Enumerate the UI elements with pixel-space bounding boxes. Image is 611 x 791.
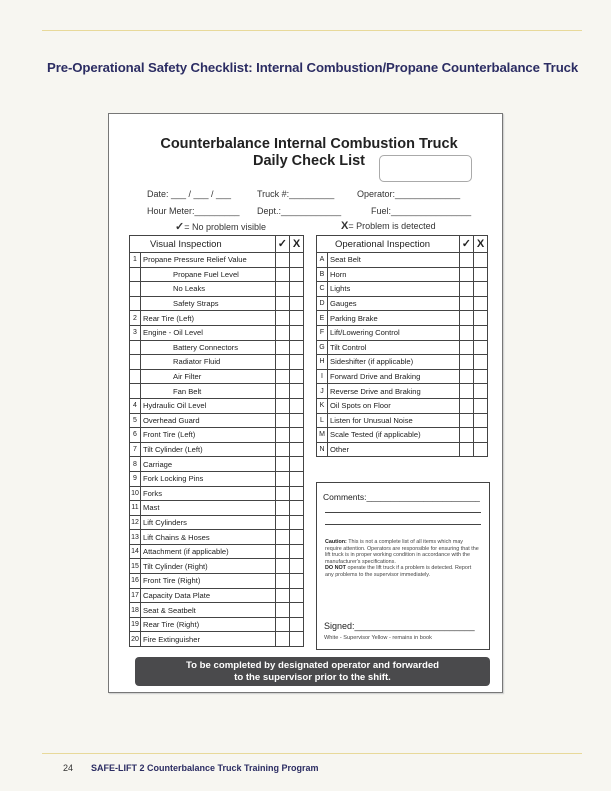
visual-item-number: 16 xyxy=(130,574,141,589)
visual-item-number xyxy=(130,384,141,399)
visual-row xyxy=(130,457,304,472)
problem-cell[interactable] xyxy=(290,296,304,311)
visual-check-column-header: ✓ xyxy=(275,236,289,253)
visual-row xyxy=(130,632,304,647)
operational-row xyxy=(317,267,488,282)
visual-item-label: Tilt Cylinder (Right) xyxy=(141,559,276,574)
operational-item-number: K xyxy=(317,398,328,413)
do-not-label: DO NOT xyxy=(325,565,346,572)
problem-cell[interactable] xyxy=(290,442,304,457)
check-cell[interactable] xyxy=(459,398,473,413)
problem-cell[interactable] xyxy=(290,369,304,384)
operational-row xyxy=(317,442,488,457)
comments-line[interactable] xyxy=(325,512,481,513)
legend-problem-text: = Problem is detected xyxy=(348,221,436,231)
check-cell[interactable] xyxy=(459,311,473,326)
operational-item-number: D xyxy=(317,296,328,311)
visual-item-number: 6 xyxy=(130,428,141,443)
problem-cell[interactable] xyxy=(290,603,304,618)
caution-text: This is not a complete list of all items which may require attention. Operators are responsible for ensuring that the lift truck is in proper working condition in accordance with the manufacturer's specifications. xyxy=(325,539,479,565)
operational-item-label: Gauges xyxy=(328,296,460,311)
comments-box xyxy=(316,482,490,650)
check-cell[interactable] xyxy=(275,267,289,282)
problem-cell[interactable] xyxy=(290,325,304,340)
check-cell[interactable] xyxy=(275,617,289,632)
visual-item-label: Radiator Fluid xyxy=(141,355,276,370)
visual-item-number: 7 xyxy=(130,442,141,457)
check-cell[interactable] xyxy=(275,442,289,457)
problem-cell[interactable] xyxy=(290,530,304,545)
problem-cell[interactable] xyxy=(474,325,488,340)
visual-item-label: No Leaks xyxy=(141,282,276,297)
visual-item-label: Fire Extinguisher xyxy=(141,632,276,647)
visual-row xyxy=(130,471,304,486)
problem-cell[interactable] xyxy=(474,369,488,384)
check-cell[interactable] xyxy=(275,588,289,603)
check-cell[interactable] xyxy=(275,486,289,501)
operational-x-column-header: X xyxy=(474,236,488,253)
visual-row xyxy=(130,501,304,516)
visual-item-number xyxy=(130,355,141,370)
operational-item-number: L xyxy=(317,413,328,428)
check-cell[interactable] xyxy=(459,442,473,457)
check-cell[interactable] xyxy=(275,296,289,311)
operational-item-number: C xyxy=(317,282,328,297)
problem-cell[interactable] xyxy=(290,384,304,399)
operational-header-label: Operational Inspection xyxy=(335,238,431,250)
problem-cell[interactable] xyxy=(474,253,488,268)
visual-item-number xyxy=(130,282,141,297)
check-cell[interactable] xyxy=(275,471,289,486)
visual-item-label: Front Tire (Left) xyxy=(141,428,276,443)
visual-item-number: 14 xyxy=(130,544,141,559)
operational-item-number: G xyxy=(317,340,328,355)
operational-row xyxy=(317,296,488,311)
operational-item-number: J xyxy=(317,384,328,399)
check-cell[interactable] xyxy=(275,253,289,268)
problem-cell[interactable] xyxy=(290,501,304,516)
problem-cell[interactable] xyxy=(290,471,304,486)
operational-check-column-header: ✓ xyxy=(459,236,473,253)
visual-row xyxy=(130,588,304,603)
visual-row xyxy=(130,253,304,268)
visual-item-number xyxy=(130,296,141,311)
operational-item-number: M xyxy=(317,428,328,443)
problem-cell[interactable] xyxy=(474,413,488,428)
visual-row xyxy=(130,442,304,457)
visual-x-column-header: X xyxy=(290,236,304,253)
truck-number-field[interactable]: Truck #:_________ xyxy=(257,189,335,199)
check-cell[interactable] xyxy=(275,311,289,326)
operational-item-label: Other xyxy=(328,442,460,457)
check-cell[interactable] xyxy=(459,325,473,340)
visual-item-number: 4 xyxy=(130,398,141,413)
operational-item-label: Oil Spots on Floor xyxy=(328,398,460,413)
operational-item-label: Seat Belt xyxy=(328,253,460,268)
title-line-2: Daily Check List xyxy=(252,153,365,169)
problem-cell[interactable] xyxy=(290,457,304,472)
problem-cell[interactable] xyxy=(474,384,488,399)
visual-item-number: 17 xyxy=(130,588,141,603)
visual-item-number: 13 xyxy=(130,530,141,545)
visual-row xyxy=(130,617,304,632)
problem-cell[interactable] xyxy=(474,340,488,355)
visual-row xyxy=(130,267,304,282)
legend-problem xyxy=(341,220,436,232)
operational-item-number: F xyxy=(317,325,328,340)
visual-row xyxy=(130,311,304,326)
visual-item-label: Lift Cylinders xyxy=(141,515,276,530)
visual-inspection-header xyxy=(130,236,276,253)
check-cell[interactable] xyxy=(275,515,289,530)
check-cell[interactable] xyxy=(459,267,473,282)
operational-row xyxy=(317,428,488,443)
instruction-banner xyxy=(135,657,490,686)
top-rule xyxy=(42,30,582,31)
problem-cell[interactable] xyxy=(290,253,304,268)
problem-cell[interactable] xyxy=(474,296,488,311)
check-cell[interactable] xyxy=(275,369,289,384)
check-cell[interactable] xyxy=(275,398,289,413)
visual-header-label: Visual Inspection xyxy=(150,238,222,250)
caution-note xyxy=(325,539,481,579)
check-cell[interactable] xyxy=(275,632,289,647)
visual-row xyxy=(130,428,304,443)
visual-item-label: Overhead Guard xyxy=(141,413,276,428)
operational-row xyxy=(317,413,488,428)
visual-item-number: 15 xyxy=(130,559,141,574)
visual-item-number: 12 xyxy=(130,515,141,530)
check-cell[interactable] xyxy=(275,559,289,574)
problem-cell[interactable] xyxy=(474,282,488,297)
visual-item-number xyxy=(130,369,141,384)
problem-cell[interactable] xyxy=(290,486,304,501)
operational-item-label: Parking Brake xyxy=(328,311,460,326)
comments-line[interactable] xyxy=(325,524,481,525)
visual-item-label: Rear Tire (Left) xyxy=(141,311,276,326)
operational-item-label: Listen for Unusual Noise xyxy=(328,413,460,428)
title-line-1: Counterbalance Internal Combustion Truck xyxy=(160,136,458,152)
visual-row xyxy=(130,486,304,501)
checkmark-icon: ✓ xyxy=(175,221,185,233)
check-cell[interactable] xyxy=(275,457,289,472)
check-cell[interactable] xyxy=(459,355,473,370)
check-cell[interactable] xyxy=(459,384,473,399)
footer-title: SAFE-LIFT 2 Counterbalance Truck Training Program xyxy=(91,763,319,773)
operational-item-number: N xyxy=(317,442,328,457)
visual-item-label: Tilt Cylinder (Left) xyxy=(141,442,276,457)
problem-cell[interactable] xyxy=(290,617,304,632)
operational-row xyxy=(317,369,488,384)
visual-item-label: Safety Straps xyxy=(141,296,276,311)
truck-id-box[interactable] xyxy=(379,155,472,182)
check-cell[interactable] xyxy=(275,325,289,340)
operational-item-label: Lift/Lowering Control xyxy=(328,325,460,340)
visual-item-label: Fan Belt xyxy=(141,384,276,399)
visual-item-label: Carriage xyxy=(141,457,276,472)
visual-item-label: Mast xyxy=(141,501,276,516)
visual-item-number: 20 xyxy=(130,632,141,647)
problem-cell[interactable] xyxy=(290,311,304,326)
operational-item-label: Horn xyxy=(328,267,460,282)
visual-item-number: 9 xyxy=(130,471,141,486)
operational-item-number: A xyxy=(317,253,328,268)
visual-item-label: Forks xyxy=(141,486,276,501)
operational-row xyxy=(317,398,488,413)
visual-row xyxy=(130,296,304,311)
operational-item-label: Reverse Drive and Braking xyxy=(328,384,460,399)
visual-item-number xyxy=(130,267,141,282)
page-title: Pre-Operational Safety Checklist: Internal Combustion/Propane Counterbalance Truck xyxy=(47,60,579,75)
problem-cell[interactable] xyxy=(290,428,304,443)
visual-item-label: Capacity Data Plate xyxy=(141,588,276,603)
visual-row xyxy=(130,530,304,545)
visual-row xyxy=(130,325,304,340)
problem-cell[interactable] xyxy=(290,267,304,282)
comments-field[interactable]: Comments:________________________ xyxy=(323,492,480,502)
visual-item-number xyxy=(130,340,141,355)
problem-cell[interactable] xyxy=(290,282,304,297)
visual-item-label: Seat & Seatbelt xyxy=(141,603,276,618)
problem-cell[interactable] xyxy=(290,588,304,603)
visual-item-number: 1 xyxy=(130,253,141,268)
check-cell[interactable] xyxy=(275,413,289,428)
visual-item-number: 5 xyxy=(130,413,141,428)
problem-cell[interactable] xyxy=(474,428,488,443)
problem-cell[interactable] xyxy=(290,632,304,647)
operator-field[interactable]: Operator:_____________ xyxy=(357,189,461,199)
caution-title: Caution: xyxy=(325,539,347,545)
visual-item-label: Hydraulic Oil Level xyxy=(141,398,276,413)
problem-cell[interactable] xyxy=(290,355,304,370)
visual-item-label: Propane Pressure Relief Value xyxy=(141,253,276,268)
visual-row xyxy=(130,603,304,618)
visual-row xyxy=(130,398,304,413)
x-mark-icon: X xyxy=(341,220,349,232)
banner-line-2: to the supervisor prior to the shift. xyxy=(234,672,391,683)
check-cell[interactable] xyxy=(275,428,289,443)
operational-row xyxy=(317,325,488,340)
operational-inspection-table xyxy=(316,235,488,457)
operational-item-number: B xyxy=(317,267,328,282)
check-cell[interactable] xyxy=(275,574,289,589)
operational-row xyxy=(317,282,488,297)
visual-inspection-table xyxy=(129,235,304,647)
visual-row xyxy=(130,355,304,370)
copy-distribution: White - Supervisor Yellow - remains in book xyxy=(324,635,432,641)
check-cell[interactable] xyxy=(459,413,473,428)
visual-item-label: Engine - Oil Level xyxy=(141,325,276,340)
visual-row xyxy=(130,574,304,589)
visual-item-number: 11 xyxy=(130,501,141,516)
visual-row xyxy=(130,369,304,384)
problem-cell[interactable] xyxy=(474,355,488,370)
operational-item-label: Lights xyxy=(328,282,460,297)
problem-cell[interactable] xyxy=(290,574,304,589)
operational-row xyxy=(317,355,488,370)
operational-item-label: Sideshifter (if applicable) xyxy=(328,355,460,370)
visual-item-label: Lift Chains & Hoses xyxy=(141,530,276,545)
problem-cell[interactable] xyxy=(474,442,488,457)
do-not-text: operate the lift truck if a problem is detected. Report any problems to the supervisor immediately. xyxy=(325,565,472,578)
check-cell[interactable] xyxy=(275,544,289,559)
problem-cell[interactable] xyxy=(474,398,488,413)
operational-row xyxy=(317,311,488,326)
visual-row xyxy=(130,282,304,297)
operational-item-label: Forward Drive and Braking xyxy=(328,369,460,384)
date-field[interactable]: Date: ___ / ___ / ___ xyxy=(147,189,232,199)
problem-cell[interactable] xyxy=(290,398,304,413)
visual-row xyxy=(130,544,304,559)
visual-item-label: Battery Connectors xyxy=(141,340,276,355)
page-number: 24 xyxy=(63,763,74,773)
problem-cell[interactable] xyxy=(290,413,304,428)
legend-ok-text: = No problem visible xyxy=(184,222,267,232)
check-cell[interactable] xyxy=(459,296,473,311)
check-cell[interactable] xyxy=(275,603,289,618)
check-cell[interactable] xyxy=(275,384,289,399)
check-cell[interactable] xyxy=(459,340,473,355)
operational-row xyxy=(317,253,488,268)
visual-item-number: 19 xyxy=(130,617,141,632)
visual-row xyxy=(130,559,304,574)
visual-row xyxy=(130,340,304,355)
visual-row xyxy=(130,413,304,428)
problem-cell[interactable] xyxy=(290,559,304,574)
checklist-card xyxy=(108,113,503,693)
problem-cell[interactable] xyxy=(290,340,304,355)
visual-item-number: 10 xyxy=(130,486,141,501)
check-cell[interactable] xyxy=(459,369,473,384)
check-cell[interactable] xyxy=(275,530,289,545)
check-cell[interactable] xyxy=(459,428,473,443)
signature-field[interactable]: Signed:________________________ xyxy=(324,621,475,631)
legend-ok xyxy=(175,220,266,233)
check-cell[interactable] xyxy=(275,355,289,370)
visual-item-label: Front Tire (Right) xyxy=(141,574,276,589)
check-cell[interactable] xyxy=(275,282,289,297)
problem-cell[interactable] xyxy=(474,311,488,326)
problem-cell[interactable] xyxy=(290,544,304,559)
operational-item-number: I xyxy=(317,369,328,384)
visual-row xyxy=(130,515,304,530)
check-cell[interactable] xyxy=(275,501,289,516)
visual-item-label: Attachment (if applicable) xyxy=(141,544,276,559)
operational-item-label: Tilt Control xyxy=(328,340,460,355)
visual-item-label: Air Filter xyxy=(141,369,276,384)
visual-item-number: 8 xyxy=(130,457,141,472)
operational-inspection-header xyxy=(317,236,460,253)
visual-row xyxy=(130,384,304,399)
check-cell[interactable] xyxy=(275,340,289,355)
visual-item-number: 18 xyxy=(130,603,141,618)
fuel-field[interactable]: Fuel:________________ xyxy=(371,206,472,216)
hour-meter-field[interactable]: Hour Meter:_________ xyxy=(147,206,240,216)
problem-cell[interactable] xyxy=(474,267,488,282)
operational-item-number: H xyxy=(317,355,328,370)
operational-row xyxy=(317,384,488,399)
visual-item-label: Propane Fuel Level xyxy=(141,267,276,282)
check-cell[interactable] xyxy=(459,253,473,268)
banner-line-1: To be completed by designated operator and forwarded xyxy=(185,660,440,671)
visual-item-number: 2 xyxy=(130,311,141,326)
visual-item-label: Fork Locking Pins xyxy=(141,471,276,486)
check-cell[interactable] xyxy=(459,282,473,297)
visual-item-number: 3 xyxy=(130,325,141,340)
problem-cell[interactable] xyxy=(290,515,304,530)
footer-rule xyxy=(42,753,582,754)
operational-row xyxy=(317,340,488,355)
operational-item-number: E xyxy=(317,311,328,326)
operational-item-label: Scale Tested (if applicable) xyxy=(328,428,460,443)
dept-field[interactable]: Dept.:____________ xyxy=(257,206,342,216)
visual-item-label: Rear Tire (Right) xyxy=(141,617,276,632)
